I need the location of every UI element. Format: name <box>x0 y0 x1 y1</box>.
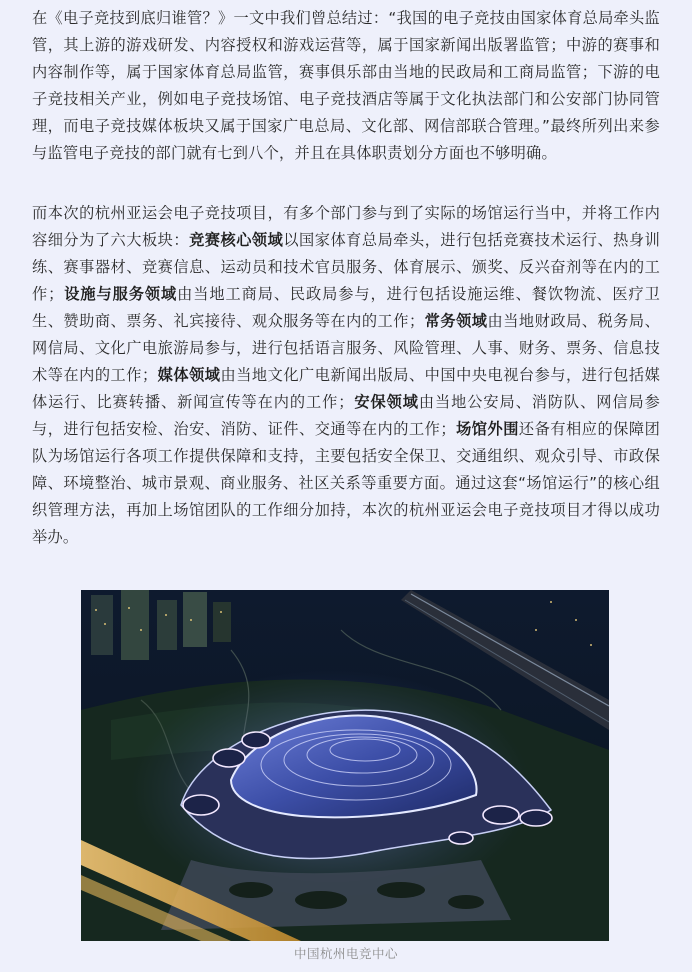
facilities-services-text: 由当地工商局、民政局参与，进行包括设施运维、餐饮物流、医疗卫生、赞助商、票务、礼宾接待、观众服务等在内的工作； <box>32 285 661 330</box>
media-text: 由当地文化广电新闻出版局、中国中央电视台参与，进行包括媒体运行、比赛转播、新闻宣传等在内的工作； <box>32 366 661 411</box>
competition-core-text: 以国家体育总局牵头，进行包括竞赛技术运行、热身训练、赛事器材、竞赛信息、运动员和技术官员服务、体育展示、颁奖、反兴奋剂等在内的工作； <box>32 231 661 303</box>
venue-periphery-text: 还备有相应的保障团队为场馆运行各项工作提供保障和支持，主要包括安全保卫、交通组织、观众引导、市政保障、环境整治、城市景观、商业服务、社区关系等重要方面。通过这套“场馆运行”的核心组织管理方法，再加上场馆团队的工作细分加持，本次的杭州亚运会电子竞技项目才得以成功举办。 <box>32 420 661 546</box>
highlight-security: 安保领域 <box>353 393 419 411</box>
security-text: 由当地公安局、消防队、网信局参与，进行包括安检、治安、消防、证件、交通等在内的工作； <box>32 393 661 438</box>
paragraph-venue-operations <box>32 200 660 551</box>
highlight-facilities-services: 设施与服务领域 <box>63 285 178 303</box>
esports-center-photo <box>81 590 609 941</box>
paragraph-intro-text: 而本次的杭州亚运会电子竞技项目，有多个部门参与到了实际的场馆运行当中，并将工作内容细分为了六大板块： <box>32 204 660 249</box>
paragraph-text: 在《电子竞技到底归谁管？》一文中我们曾总结过：“我国的电子竞技由国家体育总局牵头监管，其上游的游戏研发、内容授权和游戏运营等，属于国家新闻出版署监管；中游的赛事和内容制作等，属于国家体育总局监管，赛事俱乐部由当地的民政局和工商局监管；下游的电子竞技相关产业，例如电子竞技场馆、电子竞技酒店等属于文化执法部门和公安部门协同管理，而电子竞技媒体板块又属于国家广电总局、文化部、网信部联合管理。”最终所列出来参与监管电子竞技的部门就有七到八个，并且在具体职责划分方面也不够明确。 <box>32 9 660 162</box>
highlight-competition-core: 竞赛核心领域 <box>189 231 284 249</box>
highlight-general-affairs: 常务领域 <box>424 312 488 330</box>
highlight-media: 媒体领域 <box>157 366 221 384</box>
photo-caption: 中国杭州电竞中心 <box>293 946 398 961</box>
general-affairs-text: 由当地财政局、税务局、网信局、文化广电旅游局参与，进行包括语言服务、风险管理、人事、财务、票务、信息技术等在内的工作； <box>32 312 661 384</box>
paragraph-regulation-summary <box>32 5 660 167</box>
highlight-venue-periphery: 场馆外围 <box>455 420 519 438</box>
